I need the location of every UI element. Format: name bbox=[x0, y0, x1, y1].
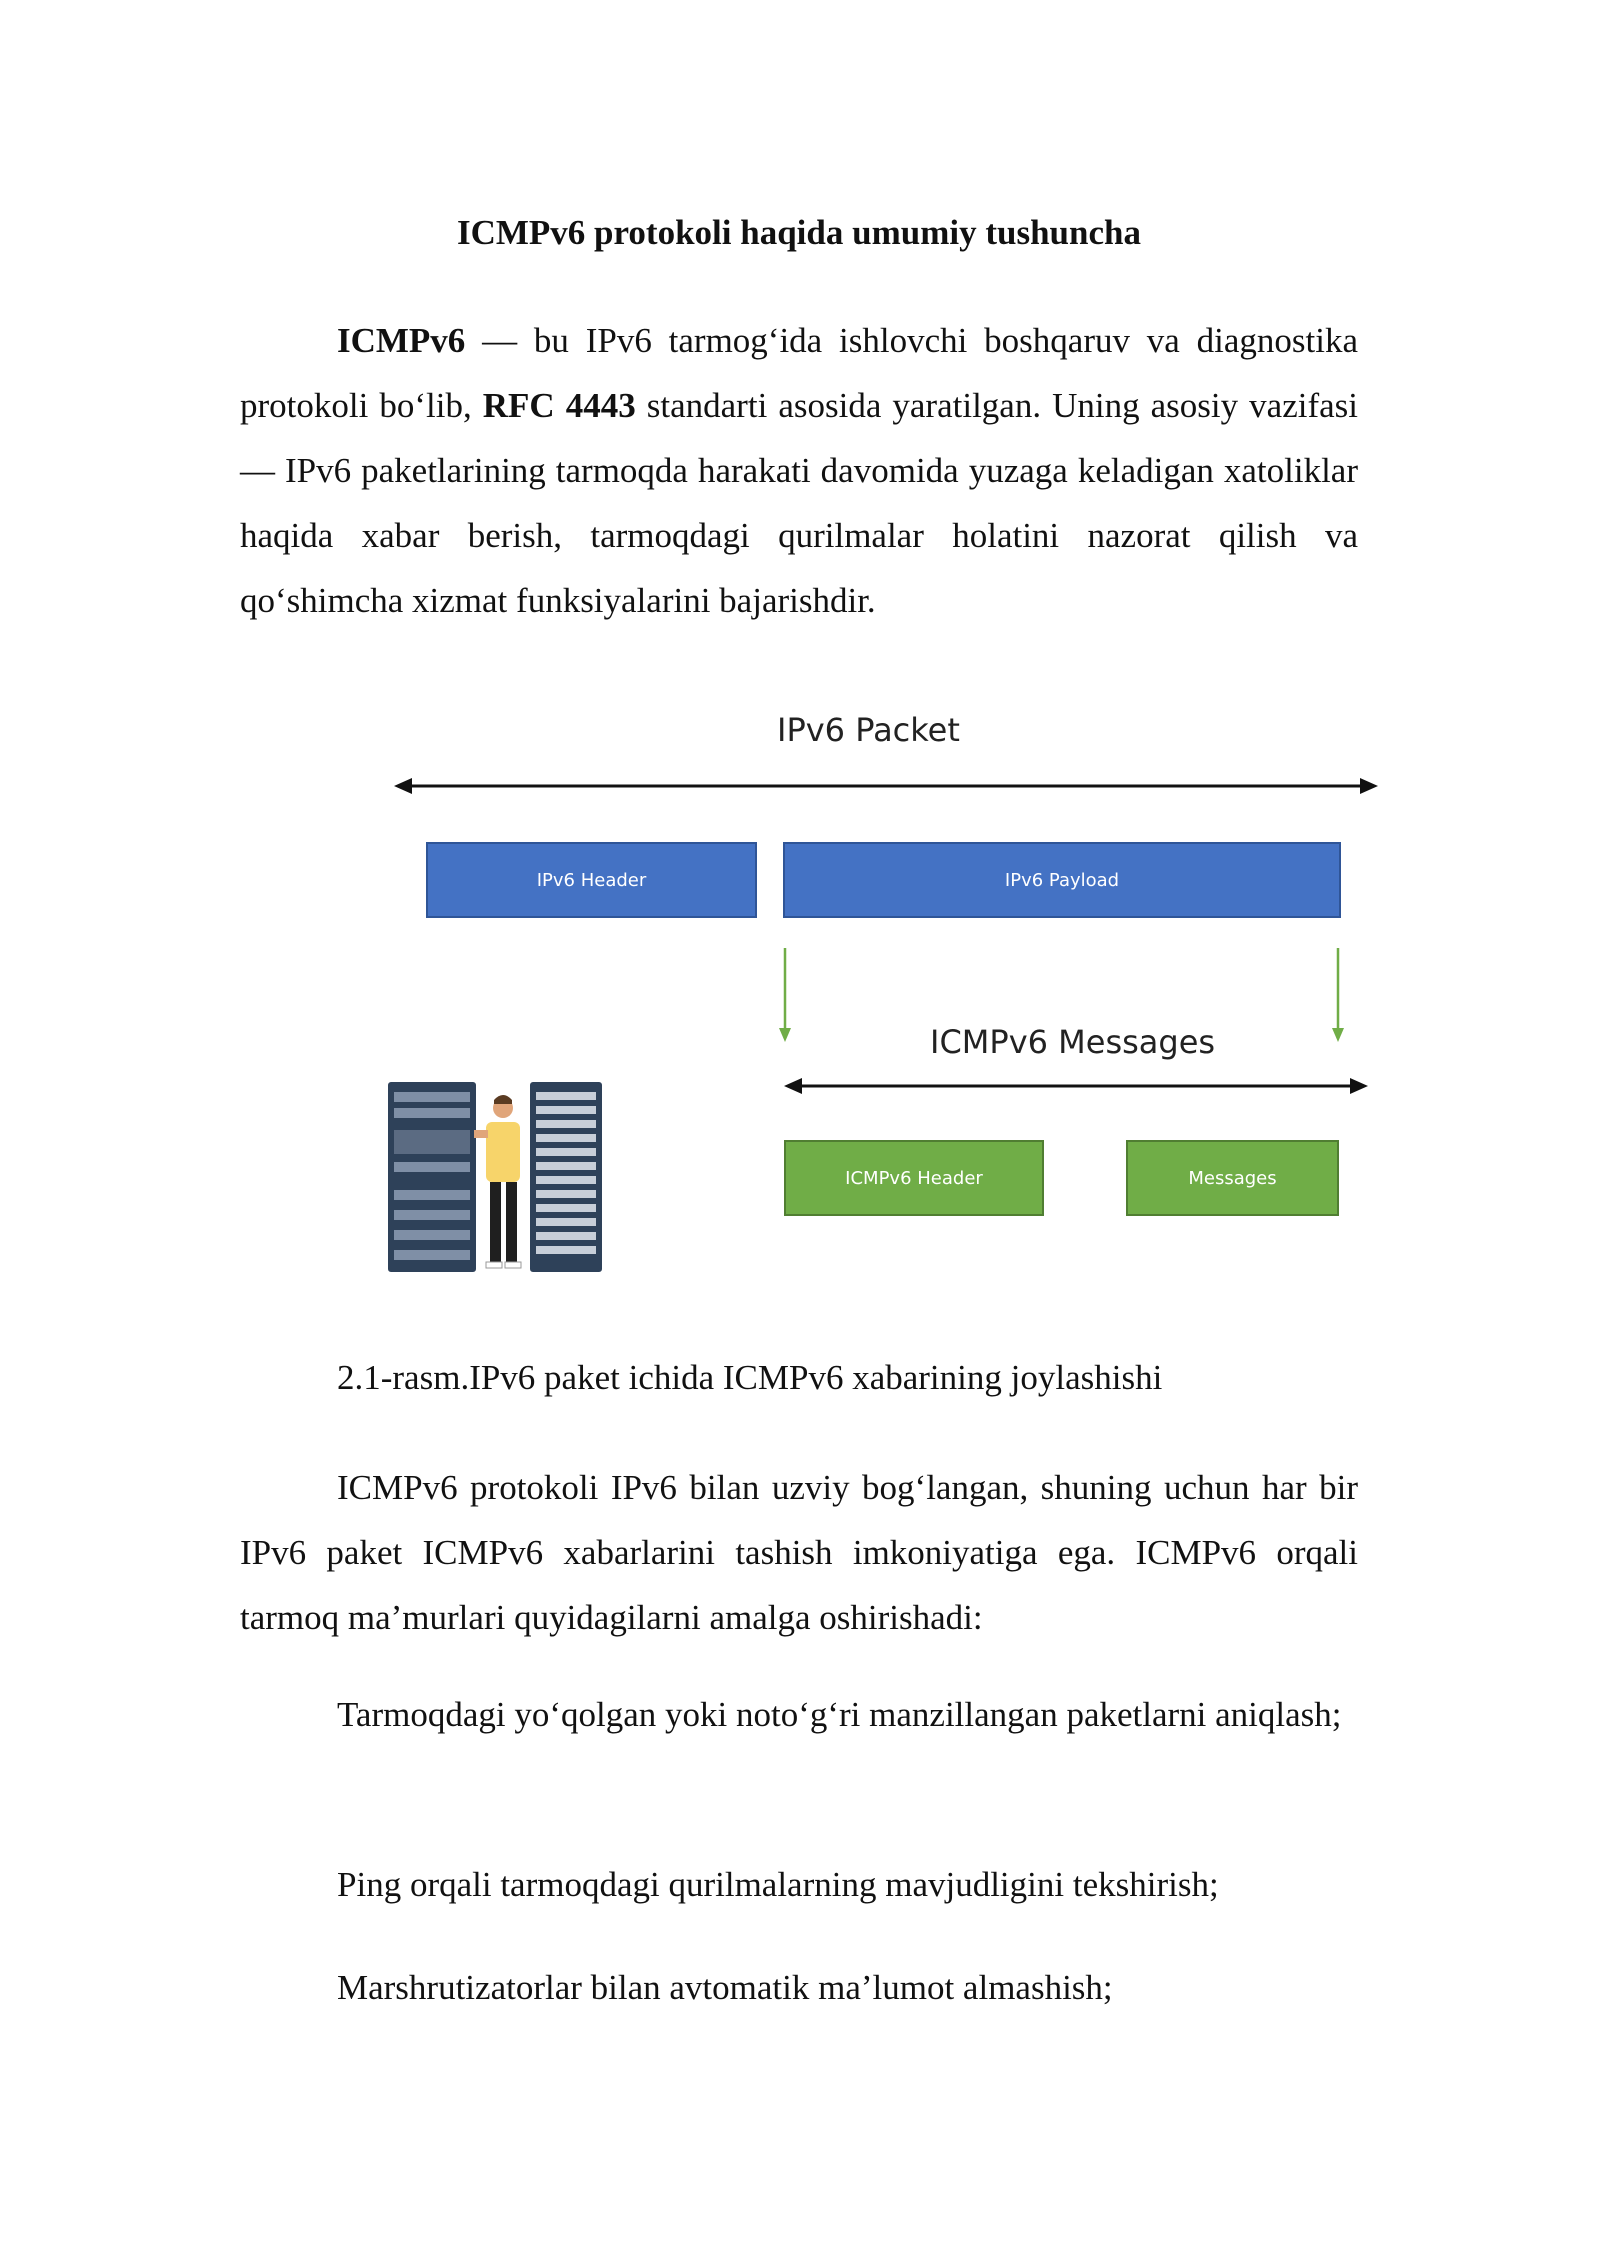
icmpv6-header-box: ICMPv6 Header bbox=[784, 1140, 1044, 1216]
body-paragraph: ICMPv6 protokoli IPv6 bilan uzviy bog‘langan, shuning uchun har bir IPv6 paket ICMPv6 xabarlarini tashish imkoniyatiga ega. ICMPv6 orqali tarmoq ma’murlari quyidagilarni amalga oshirishadi: bbox=[240, 1468, 1358, 1637]
icmpv6-messages-title: ICMPv6 Messages bbox=[930, 1023, 1216, 1061]
list-item: Marshrutizatorlar bilan avtomatik ma’lumot almashish; bbox=[337, 1968, 1113, 2007]
packet-span-arrow bbox=[394, 778, 1378, 794]
ipv6-header-box: IPv6 Header bbox=[426, 842, 757, 918]
right-down-arrow bbox=[1332, 948, 1344, 1042]
figure-caption: 2.1-rasm.IPv6 paket ichida ICMPv6 xabarining joylashishi bbox=[337, 1358, 1163, 1397]
ipv6-payload-box: IPv6 Payload bbox=[783, 842, 1341, 918]
ipv6-packet-title: IPv6 Packet bbox=[777, 711, 960, 749]
page-title: ICMPv6 protokoli haqida umumiy tushuncha bbox=[457, 213, 1141, 252]
server-rack-illustration bbox=[388, 1082, 602, 1272]
list-item: Ping orqali tarmoqdagi qurilmalarning mavjudligini tekshirish; bbox=[337, 1865, 1219, 1904]
rfc-reference: RFC 4443 bbox=[482, 386, 636, 425]
messages-span-arrow bbox=[784, 1078, 1368, 1094]
ipv6-packet-figure bbox=[370, 690, 1390, 1290]
left-down-arrow bbox=[779, 948, 791, 1042]
list-item: Tarmoqdagi yo‘qolgan yoki noto‘g‘ri manzillangan paketlarni aniqlash; bbox=[337, 1695, 1342, 1734]
term-icmpv6: ICMPv6 bbox=[337, 321, 466, 360]
intro-paragraph bbox=[240, 308, 1358, 633]
intro-text-1: — bu IPv6 tarmog‘ida ishlovchi boshqaruv va diagnostika protokoli bo‘lib, bbox=[240, 321, 1358, 425]
intro-text-2: standarti asosida yaratilgan. Uning asosiy vazifasi — IPv6 paketlarining tarmoqda harakati davomida yuzaga keladigan xatoliklar haqida xabar berish, tarmoqdagi qurilmalar holatini nazorat qilish va qo‘shimcha xizmat funksiyalarini bajarishdir. bbox=[240, 386, 1359, 620]
messages-box: Messages bbox=[1126, 1140, 1339, 1216]
